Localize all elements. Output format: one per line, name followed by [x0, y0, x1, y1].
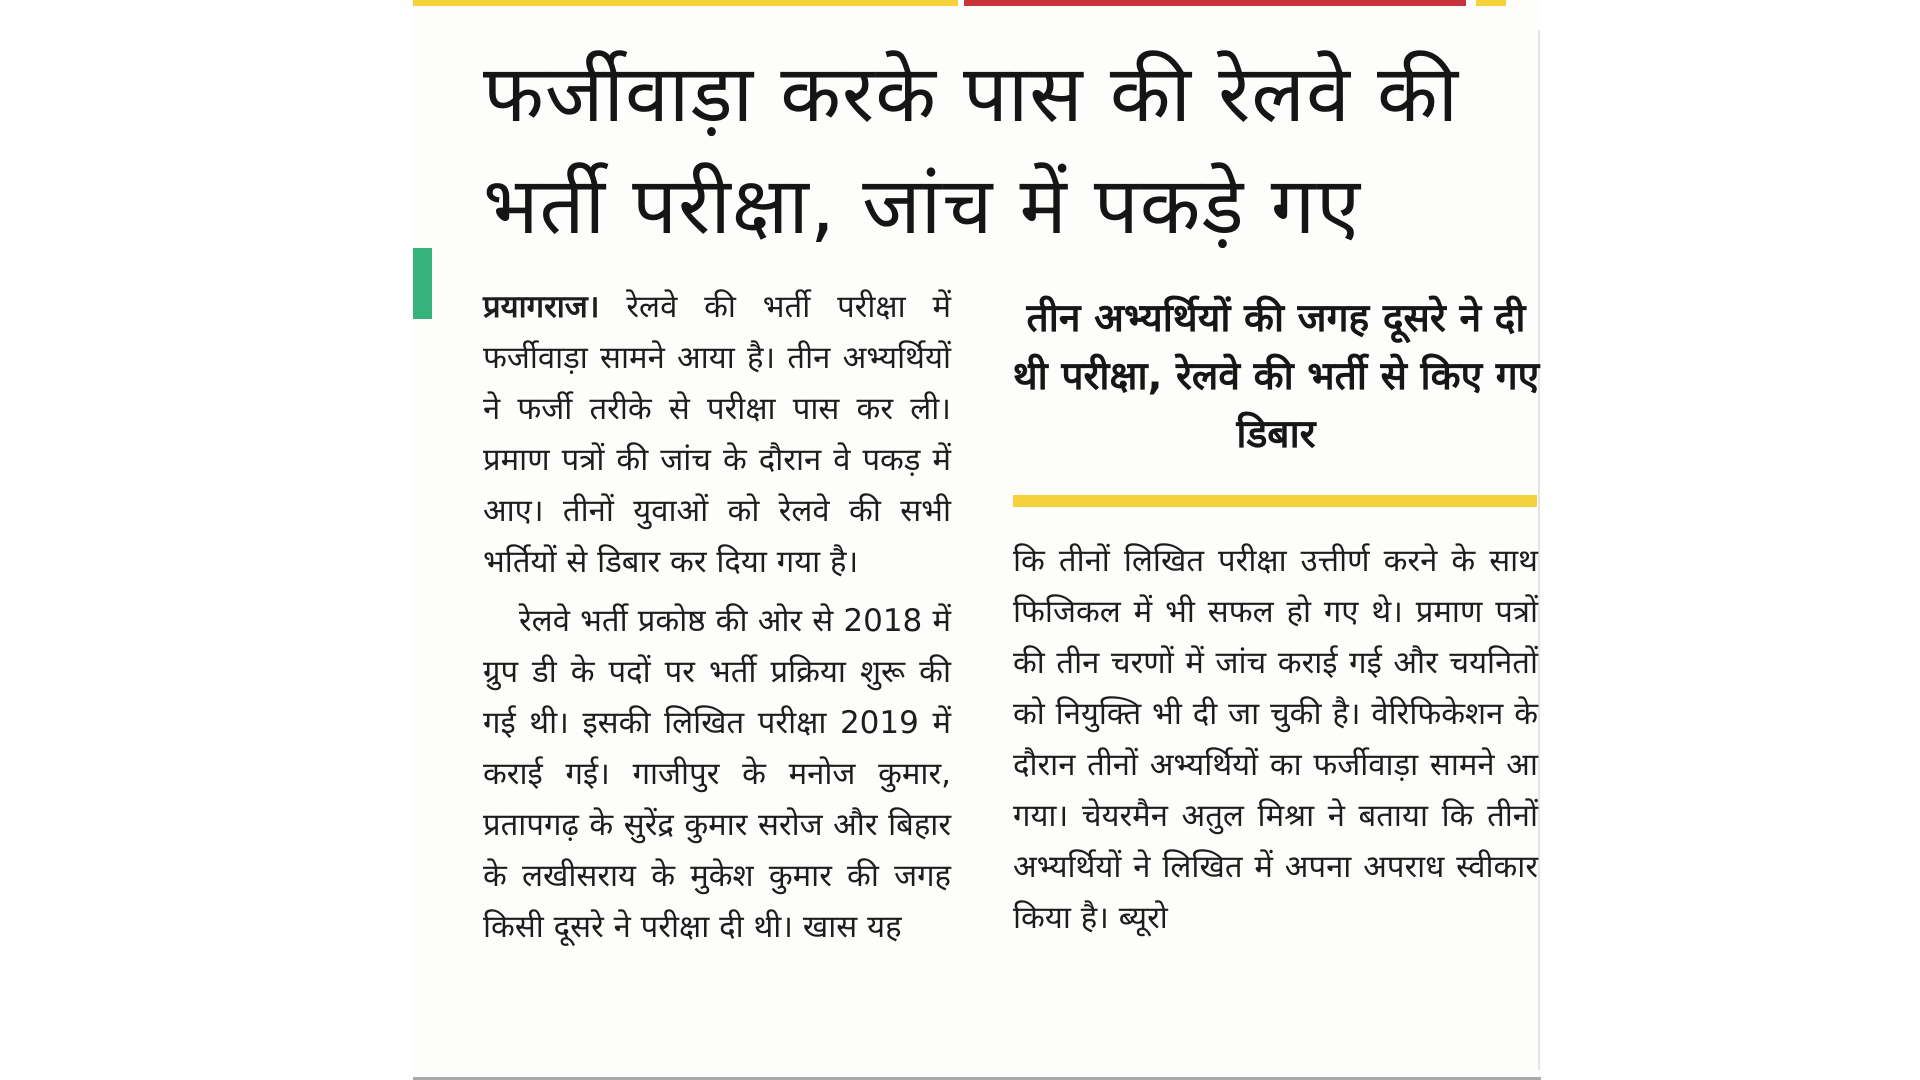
paragraph-text: रेलवे की भर्ती परीक्षा में फर्जीवाड़ा सामने आया है। तीन अभ्यर्थियों ने फर्जी तरीके से परीक्षा पास कर ली। प्रमाण पत्रों की जांच के दौरान वे पकड़ में आए। तीनों युवाओं को रेलवे की सभी भर्तियों से डिबार कर दिया गया है।	[483, 289, 951, 580]
article-headline: फर्जीवाड़ा करके पास की रेलवे की भर्ती परीक्षा, जांच में पकड़े गए	[483, 48, 1460, 252]
top-color-bar-right	[1476, 0, 1506, 6]
column-edge-rule	[1538, 30, 1540, 1070]
subheadline-rule	[1013, 495, 1537, 507]
section-marker	[413, 248, 432, 319]
top-color-bar-left	[413, 0, 958, 6]
article-paragraph	[483, 282, 951, 588]
article-paragraph: रेलवे भर्ती प्रकोष्ठ की ओर से 2018 में ग्रुप डी के पदों पर भर्ती प्रक्रिया शुरू की गई थी। इसकी लिखित परीक्षा 2019 में कराई गई। गाजीपुर के मनोज कुमार, प्रतापगढ़ के सुरेंद्र कुमार सरोज और बिहार के लखीसराय के मुकेश कुमार की जगह किसी दूसरे ने परीक्षा दी थी। खास यह	[483, 603, 951, 945]
article-column-right	[1013, 536, 1538, 944]
article-subheadline: तीन अभ्यर्थियों की जगह दूसरे ने दी थी परीक्षा, रेलवे की भर्ती से किए गए डिबार	[1012, 296, 1540, 457]
newspaper-clipping	[413, 0, 1541, 1080]
article-column-left	[483, 282, 951, 953]
top-color-bar-middle	[964, 0, 1466, 6]
article-paragraph: कि तीनों लिखित परीक्षा उत्तीर्ण करने के साथ फिजिकल में भी सफल हो गए थे। प्रमाण पत्रों की तीन चरणों में जांच कराई गई और चयनितों को नियुक्ति भी दी जा चुकी है। वेरिफिकेशन के दौरान तीनों अभ्यर्थियों का फर्जीवाड़ा सामने आ गया। चेयरमैन अतुल मिश्रा ने बताया कि तीनों अभ्यर्थियों ने लिखित में अपना अपराध स्वीकार किया है। ब्यूरो	[1013, 543, 1538, 936]
dateline: प्रयागराज।	[483, 289, 600, 325]
